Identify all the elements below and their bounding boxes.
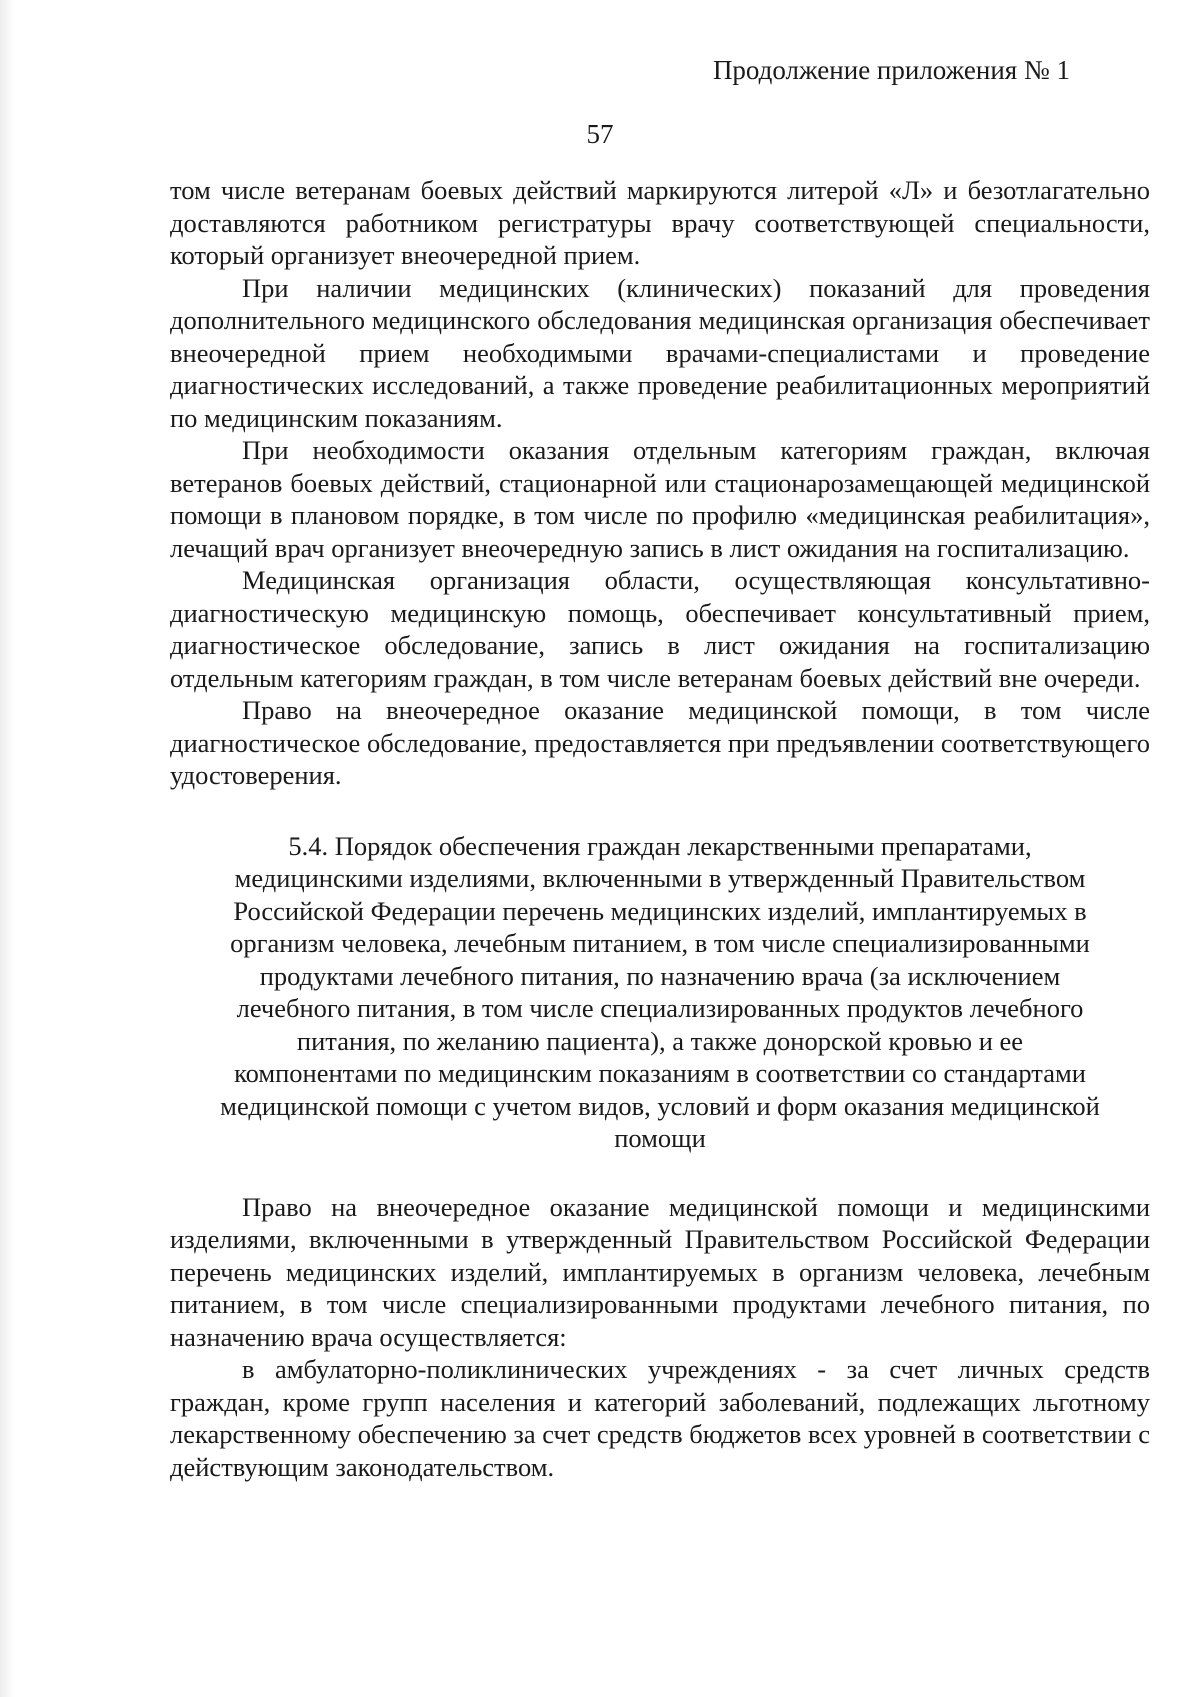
paragraph: При наличии медицинских (клинических) показаний для проведения дополнительного медицинского обследования медицинская организация обеспечивает внеочередной прием необходимыми врачами-специалистами и проведение диагностических исследований, а также проведение реабилитационных мероприятий по медицинским показаниям. xyxy=(170,272,1150,433)
paragraph: Право на внеочередное оказание медицинской помощи, в том числе диагностическое обследование, предоставляется при предъявлении соответствующего удостоверения. xyxy=(170,695,1150,790)
paragraph: в амбулаторно-поликлинических учреждениях - за счет личных средств граждан, кроме групп населения и категорий заболеваний, подлежащих льготному лекарственному обеспечению за счет средств бюджетов всех уровней в соответствии с действующим законодательством. xyxy=(170,1354,1150,1482)
document-body xyxy=(170,174,1150,1483)
section-heading: 5.4. Порядок обеспечения граждан лекарственными препаратами, медицинскими изделиями, включенными в утвержденный Правительством Российской Федерации перечень медицинских изделий, имплантируемых в организм человека, лечебным питанием, в том числе специализированными продуктами лечебного питания, по назначению врача (за исключением лечебного питания, в том числе специализированных продуктов лечебного питания, по желанию пациента), а также донорской кровью и ее компонентами по медицинским показаниям в соответствии со стандартами медицинской помощи с учетом видов, условий и форм оказания медицинской помощи xyxy=(220,830,1100,1153)
paragraph: Право на внеочередное оказание медицинской помощи и медицинскими изделиями, включенными в утвержденный Правительством Российской Федерации перечень медицинских изделий, имплантируемых в организм человека, лечебным питанием, в том числе специализированными продуктами лечебного питания, по назначению врача осуществляется: xyxy=(170,1191,1150,1352)
page-number: 57 xyxy=(586,119,614,149)
paragraph: том числе ветеранам боевых действий маркируются литерой «Л» и безотлагательно доставляются работником регистратуры врачу соответствующей специальности, который организует внеочередной прием. xyxy=(170,175,1150,270)
paragraph: При необходимости оказания отдельным категориям граждан, включая ветеранов боевых действий, стационарной или стационарозамещающей медицинской помощи в плановом порядке, в том числе по профилю «медицинская реабилитация», лечащий врач организует внеочередную запись в лист ожидания на госпитализацию. xyxy=(170,435,1150,563)
paragraph: Медицинская организация области, осуществляющая консультативно-диагностическую медицинскую помощь, обеспечивает консультативный прием, диагностическое обследование, запись в лист ожидания на госпитализацию отдельным категориям граждан, в том числе ветеранам боевых действий вне очереди. xyxy=(170,565,1150,693)
scan-edge xyxy=(0,0,14,1697)
appendix-continuation: Продолжение приложения № 1 xyxy=(712,55,1070,85)
